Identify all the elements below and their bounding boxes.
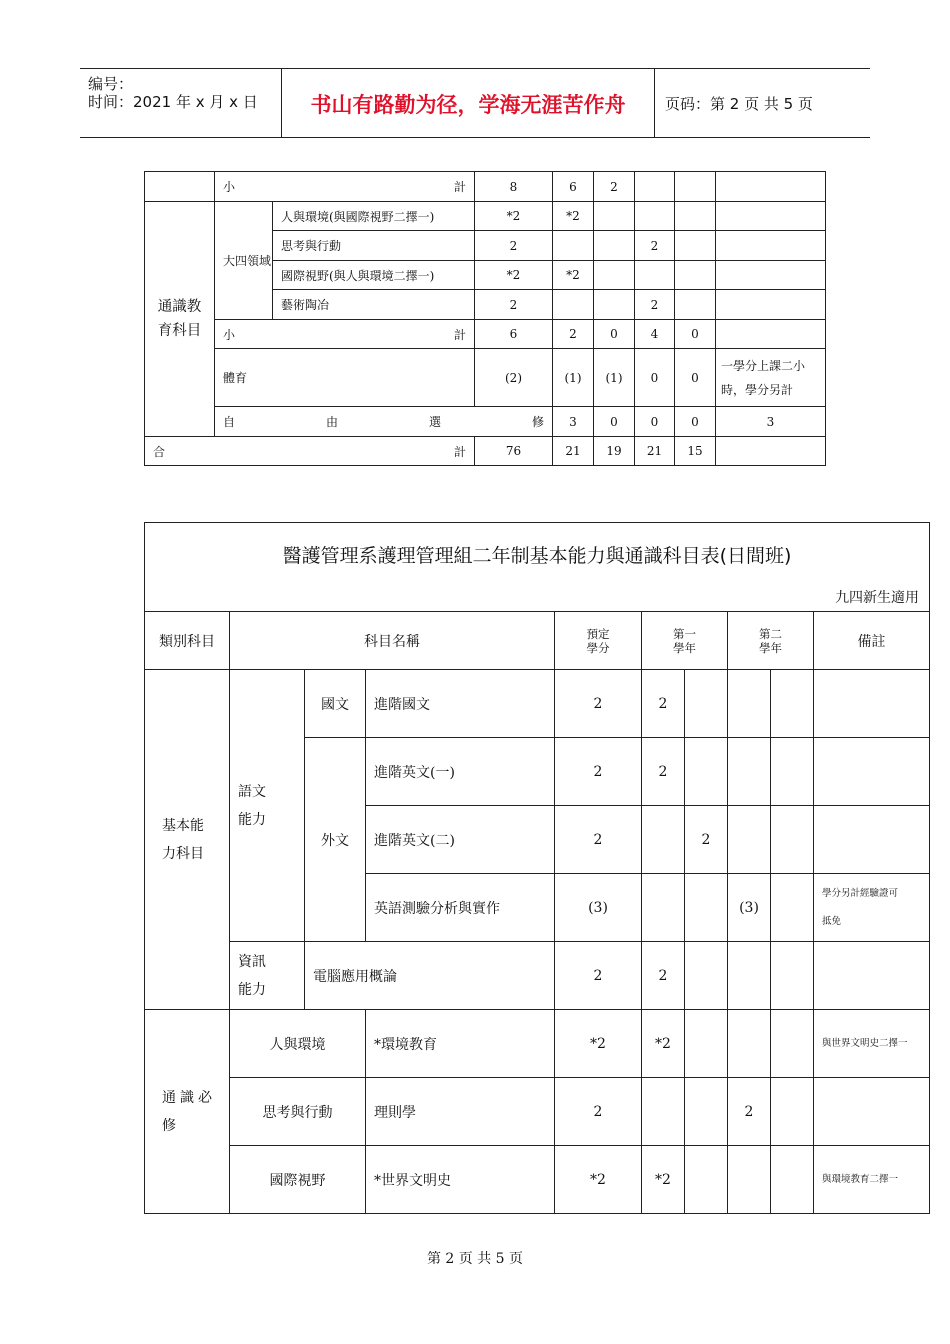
- basic-category: 基本能力科目: [145, 670, 230, 1010]
- time-label: 时间：2021 年 x 月 x 日: [88, 93, 258, 111]
- cell: 2: [555, 942, 642, 1010]
- table-subtitle: 九四新生適用: [835, 590, 920, 606]
- table-row: [145, 1146, 930, 1214]
- cell: [728, 1146, 771, 1214]
- cell: [594, 290, 635, 320]
- cell: 19: [594, 437, 635, 466]
- cell: 6: [553, 172, 594, 202]
- cell: (3): [728, 874, 771, 942]
- cell: 2: [685, 806, 728, 874]
- subtotal-label: 小 計: [215, 172, 475, 202]
- course-name: *環境教育: [366, 1010, 555, 1078]
- table-row: [145, 523, 930, 612]
- course-name: 英語測驗分析與實作: [366, 874, 555, 942]
- cell: 0: [635, 349, 675, 407]
- cell: [635, 261, 675, 290]
- cell: 0: [675, 349, 716, 407]
- area-label: 人與環境: [230, 1010, 366, 1078]
- cell: [675, 202, 716, 231]
- credits-table-continued: [144, 171, 826, 466]
- cell: (2): [475, 349, 553, 407]
- cell: *2: [475, 261, 553, 290]
- course-name: 藝術陶冶: [273, 290, 475, 320]
- page-header: [80, 68, 870, 138]
- header-credits: 預定學分: [555, 612, 642, 670]
- cell: [771, 670, 814, 738]
- cell: [771, 1146, 814, 1214]
- cell: 2: [642, 670, 685, 738]
- cell: [685, 1010, 728, 1078]
- cell: *2: [555, 1010, 642, 1078]
- cell: *2: [555, 1146, 642, 1214]
- header-course: 科目名稱: [230, 612, 555, 670]
- cell: 3: [716, 407, 826, 437]
- cell: [716, 172, 826, 202]
- course-name: 進階英文(一): [366, 738, 555, 806]
- table-row: [145, 1010, 930, 1078]
- course-name: *世界文明史: [366, 1146, 555, 1214]
- cell: [675, 261, 716, 290]
- category-label: 通識教育科目: [145, 202, 215, 437]
- cell: 2: [555, 670, 642, 738]
- cell: (3): [555, 874, 642, 942]
- remark: 與世界文明史二擇一: [814, 1010, 930, 1078]
- cell: (1): [594, 349, 635, 407]
- cell: [635, 172, 675, 202]
- table-row: [145, 942, 930, 1010]
- cell: 4: [635, 320, 675, 349]
- cell: 0: [675, 407, 716, 437]
- area-label: 國際視野: [230, 1146, 366, 1214]
- table-header-row: [145, 612, 930, 670]
- info-group: 資訊能力: [230, 942, 305, 1010]
- cell: [594, 202, 635, 231]
- cell: 0: [594, 407, 635, 437]
- cell: [728, 1010, 771, 1078]
- header-year1: 第一學年: [642, 612, 728, 670]
- cell: [716, 290, 826, 320]
- cell: 6: [475, 320, 553, 349]
- cell: *2: [553, 202, 594, 231]
- header-info: [80, 69, 282, 137]
- cell: [771, 806, 814, 874]
- header-remarks: 備註: [814, 612, 930, 670]
- cell: [675, 172, 716, 202]
- cell: 2: [555, 738, 642, 806]
- header-category: 類別科目: [145, 612, 230, 670]
- cell: [685, 738, 728, 806]
- cell: [685, 1078, 728, 1146]
- cell: 2: [635, 231, 675, 261]
- cell: [728, 806, 771, 874]
- cell: 2: [728, 1078, 771, 1146]
- cell: 0: [675, 320, 716, 349]
- table-row: [145, 670, 930, 738]
- chinese-label: 國文: [305, 670, 366, 738]
- course-name: 人與環境(與國際視野二擇一): [273, 202, 475, 231]
- table-title-cell: [145, 523, 930, 612]
- remark: [814, 806, 930, 874]
- course-name: 進階英文(二): [366, 806, 555, 874]
- cell: [675, 290, 716, 320]
- cell: 2: [594, 172, 635, 202]
- cell: [553, 231, 594, 261]
- cell: [594, 231, 635, 261]
- course-name: 體育: [215, 349, 475, 407]
- cell: (1): [553, 349, 594, 407]
- number-label: 编号：: [88, 75, 134, 93]
- cell: [642, 806, 685, 874]
- language-group: 語文能力: [230, 670, 305, 942]
- cell: *2: [642, 1010, 685, 1078]
- table-row: [145, 202, 826, 231]
- cell: [716, 202, 826, 231]
- table-row: [145, 349, 826, 407]
- table-row: [145, 172, 826, 202]
- remark: 學分另計經驗證可抵免: [814, 874, 930, 942]
- cell: [642, 1078, 685, 1146]
- remark: [814, 942, 930, 1010]
- cell: [771, 942, 814, 1010]
- cell: 0: [635, 407, 675, 437]
- cell: [685, 670, 728, 738]
- motto: 书山有路勤为径，学海无涯苦作舟: [282, 69, 655, 137]
- cell: [594, 261, 635, 290]
- cell: 76: [475, 437, 553, 466]
- cell: 3: [553, 407, 594, 437]
- subtotal-label: 小 計: [215, 320, 475, 349]
- remark: 與環境教育二擇一: [814, 1146, 930, 1214]
- course-table: [144, 522, 930, 1214]
- area-label: 思考與行動: [230, 1078, 366, 1146]
- cell: [716, 261, 826, 290]
- cell: [771, 1078, 814, 1146]
- total-label: 合 計: [145, 437, 475, 466]
- cell: [685, 942, 728, 1010]
- remark: [814, 738, 930, 806]
- page-footer: 第 2 页 共 5 页: [426, 1251, 524, 1267]
- foreign-label: 外文: [305, 738, 366, 942]
- header-year2: 第二學年: [728, 612, 814, 670]
- cell: [642, 874, 685, 942]
- cell: *2: [553, 261, 594, 290]
- cell: *2: [475, 202, 553, 231]
- cell: [685, 1146, 728, 1214]
- course-name: 理則學: [366, 1078, 555, 1146]
- course-name: 國際視野(與人與環境二擇一): [273, 261, 475, 290]
- course-name: 進階國文: [366, 670, 555, 738]
- remark: 一學分上課二小時，學分另計: [716, 349, 826, 407]
- domain-label: 大四領域: [215, 202, 273, 320]
- cell: [685, 874, 728, 942]
- cell: [728, 942, 771, 1010]
- general-category: 通識必修: [145, 1010, 230, 1214]
- cell: [771, 1010, 814, 1078]
- cell: 2: [555, 806, 642, 874]
- cell: 2: [642, 738, 685, 806]
- course-name: 思考與行動: [273, 231, 475, 261]
- cell: 0: [594, 320, 635, 349]
- cell: [716, 437, 826, 466]
- cell: 2: [635, 290, 675, 320]
- cell: 2: [642, 942, 685, 1010]
- cell: [771, 874, 814, 942]
- cell: [771, 738, 814, 806]
- cell: 2: [475, 231, 553, 261]
- cell: 2: [553, 320, 594, 349]
- page-indicator: 页码：第 2 页 共 5 页: [665, 95, 813, 113]
- table-row: [145, 320, 826, 349]
- cell: [716, 320, 826, 349]
- cell: [635, 202, 675, 231]
- cell: 21: [635, 437, 675, 466]
- table-row: [145, 407, 826, 437]
- remark: [814, 670, 930, 738]
- table-title: 醫護管理系護理管理組二年制基本能力與通識科目表(日間班): [282, 545, 792, 567]
- cell: [728, 738, 771, 806]
- remark: [814, 1078, 930, 1146]
- cell: [716, 231, 826, 261]
- course-name: 電腦應用概論: [305, 942, 555, 1010]
- cell: 2: [555, 1078, 642, 1146]
- cell: 21: [553, 437, 594, 466]
- cell: [675, 231, 716, 261]
- cell: *2: [642, 1146, 685, 1214]
- table-row: [145, 1078, 930, 1146]
- cell: [553, 290, 594, 320]
- table-row: [145, 437, 826, 466]
- cell: 8: [475, 172, 553, 202]
- cell: 2: [475, 290, 553, 320]
- cell: 15: [675, 437, 716, 466]
- cell: [728, 670, 771, 738]
- elective-label: 自 由 選 修: [215, 407, 553, 437]
